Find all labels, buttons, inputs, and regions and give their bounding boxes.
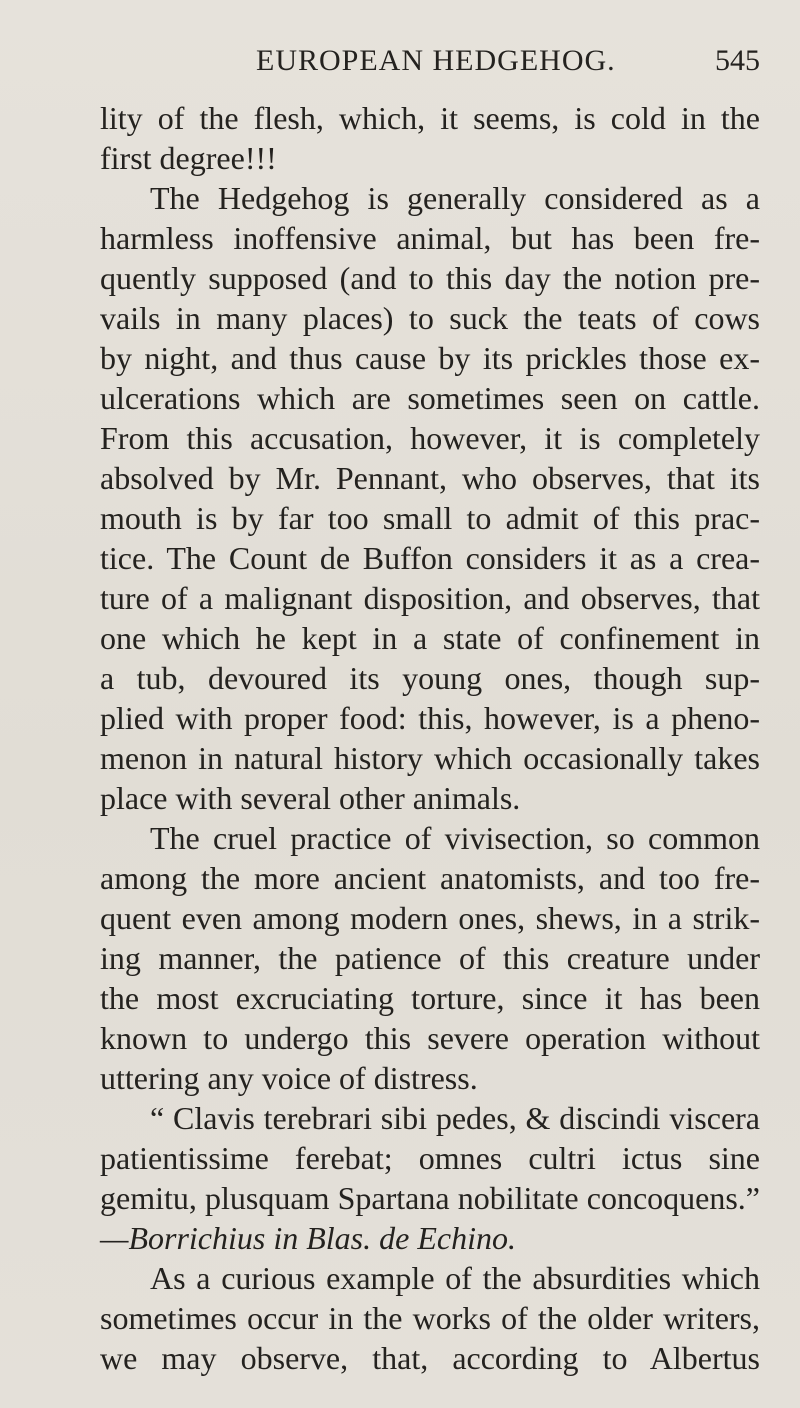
text-line: lity of the flesh, which, it seems, is cold in the [100, 100, 760, 136]
text-line: a tub, devoured its young ones, though sup- [100, 660, 760, 696]
text-line: ulcerations which are sometimes seen on cattle. [100, 380, 760, 416]
text-line: ing manner, the patience of this creature under [100, 940, 760, 976]
running-head [256, 44, 760, 82]
text-line: vails in many places) to suck the teats of cows [100, 300, 760, 336]
text-line: among the more ancient anatomists, and too fre- [100, 860, 760, 896]
text-line: plied with proper food: this, however, is a pheno- [100, 700, 760, 736]
paragraph-start-line: The Hedgehog is generally considered as a [150, 180, 760, 216]
running-head-title: EUROPEAN HEDGEHOG. [256, 44, 616, 77]
text-line: place with several other animals. [100, 780, 521, 816]
quotation-start-line: “ Clavis terebrari sibi pedes, & discindi viscera [150, 1100, 760, 1136]
text-line: quent even among modern ones, shews, in a strik- [100, 900, 760, 936]
text-line: known to undergo this severe operation without [100, 1020, 760, 1056]
paragraph-start-line: As a curious example of the absurdities which [150, 1260, 760, 1296]
text-line: sometimes occur in the works of the older writers, [100, 1300, 760, 1336]
page-number: 545 [715, 44, 760, 77]
text-line: ture of a malignant disposition, and observes, that [100, 580, 760, 616]
citation-line: —Borrichius in Blas. de Echino. [100, 1220, 516, 1256]
text-line: mouth is by far too small to admit of this prac- [100, 500, 760, 536]
body-text [100, 98, 760, 1378]
text-line: uttering any voice of distress. [100, 1060, 478, 1096]
quotation-line: patientissime ferebat; omnes cultri ictus sine [100, 1140, 760, 1176]
quotation-line: gemitu, plusquam Spartana nobilitate concoquens.” [100, 1180, 760, 1216]
text-line: tice. The Count de Buffon considers it as a crea- [100, 540, 760, 576]
text-line: the most excruciating torture, since it has been [100, 980, 760, 1016]
text-line: we may observe, that, according to Albertus [100, 1340, 760, 1376]
text-line: absolved by Mr. Pennant, who observes, that its [100, 460, 760, 496]
text-line: by night, and thus cause by its prickles those ex- [100, 340, 760, 376]
text-line: From this accusation, however, it is completely [100, 420, 760, 456]
text-line: one which he kept in a state of confinement in [100, 620, 760, 656]
text-line: quently supposed (and to this day the notion pre- [100, 260, 760, 296]
text-line: harmless inoffensive animal, but has been fre- [100, 220, 760, 256]
text-line: first degree!!! [100, 140, 277, 176]
text-line: menon in natural history which occasionally takes [100, 740, 760, 776]
paragraph-start-line: The cruel practice of vivisection, so common [150, 820, 760, 856]
